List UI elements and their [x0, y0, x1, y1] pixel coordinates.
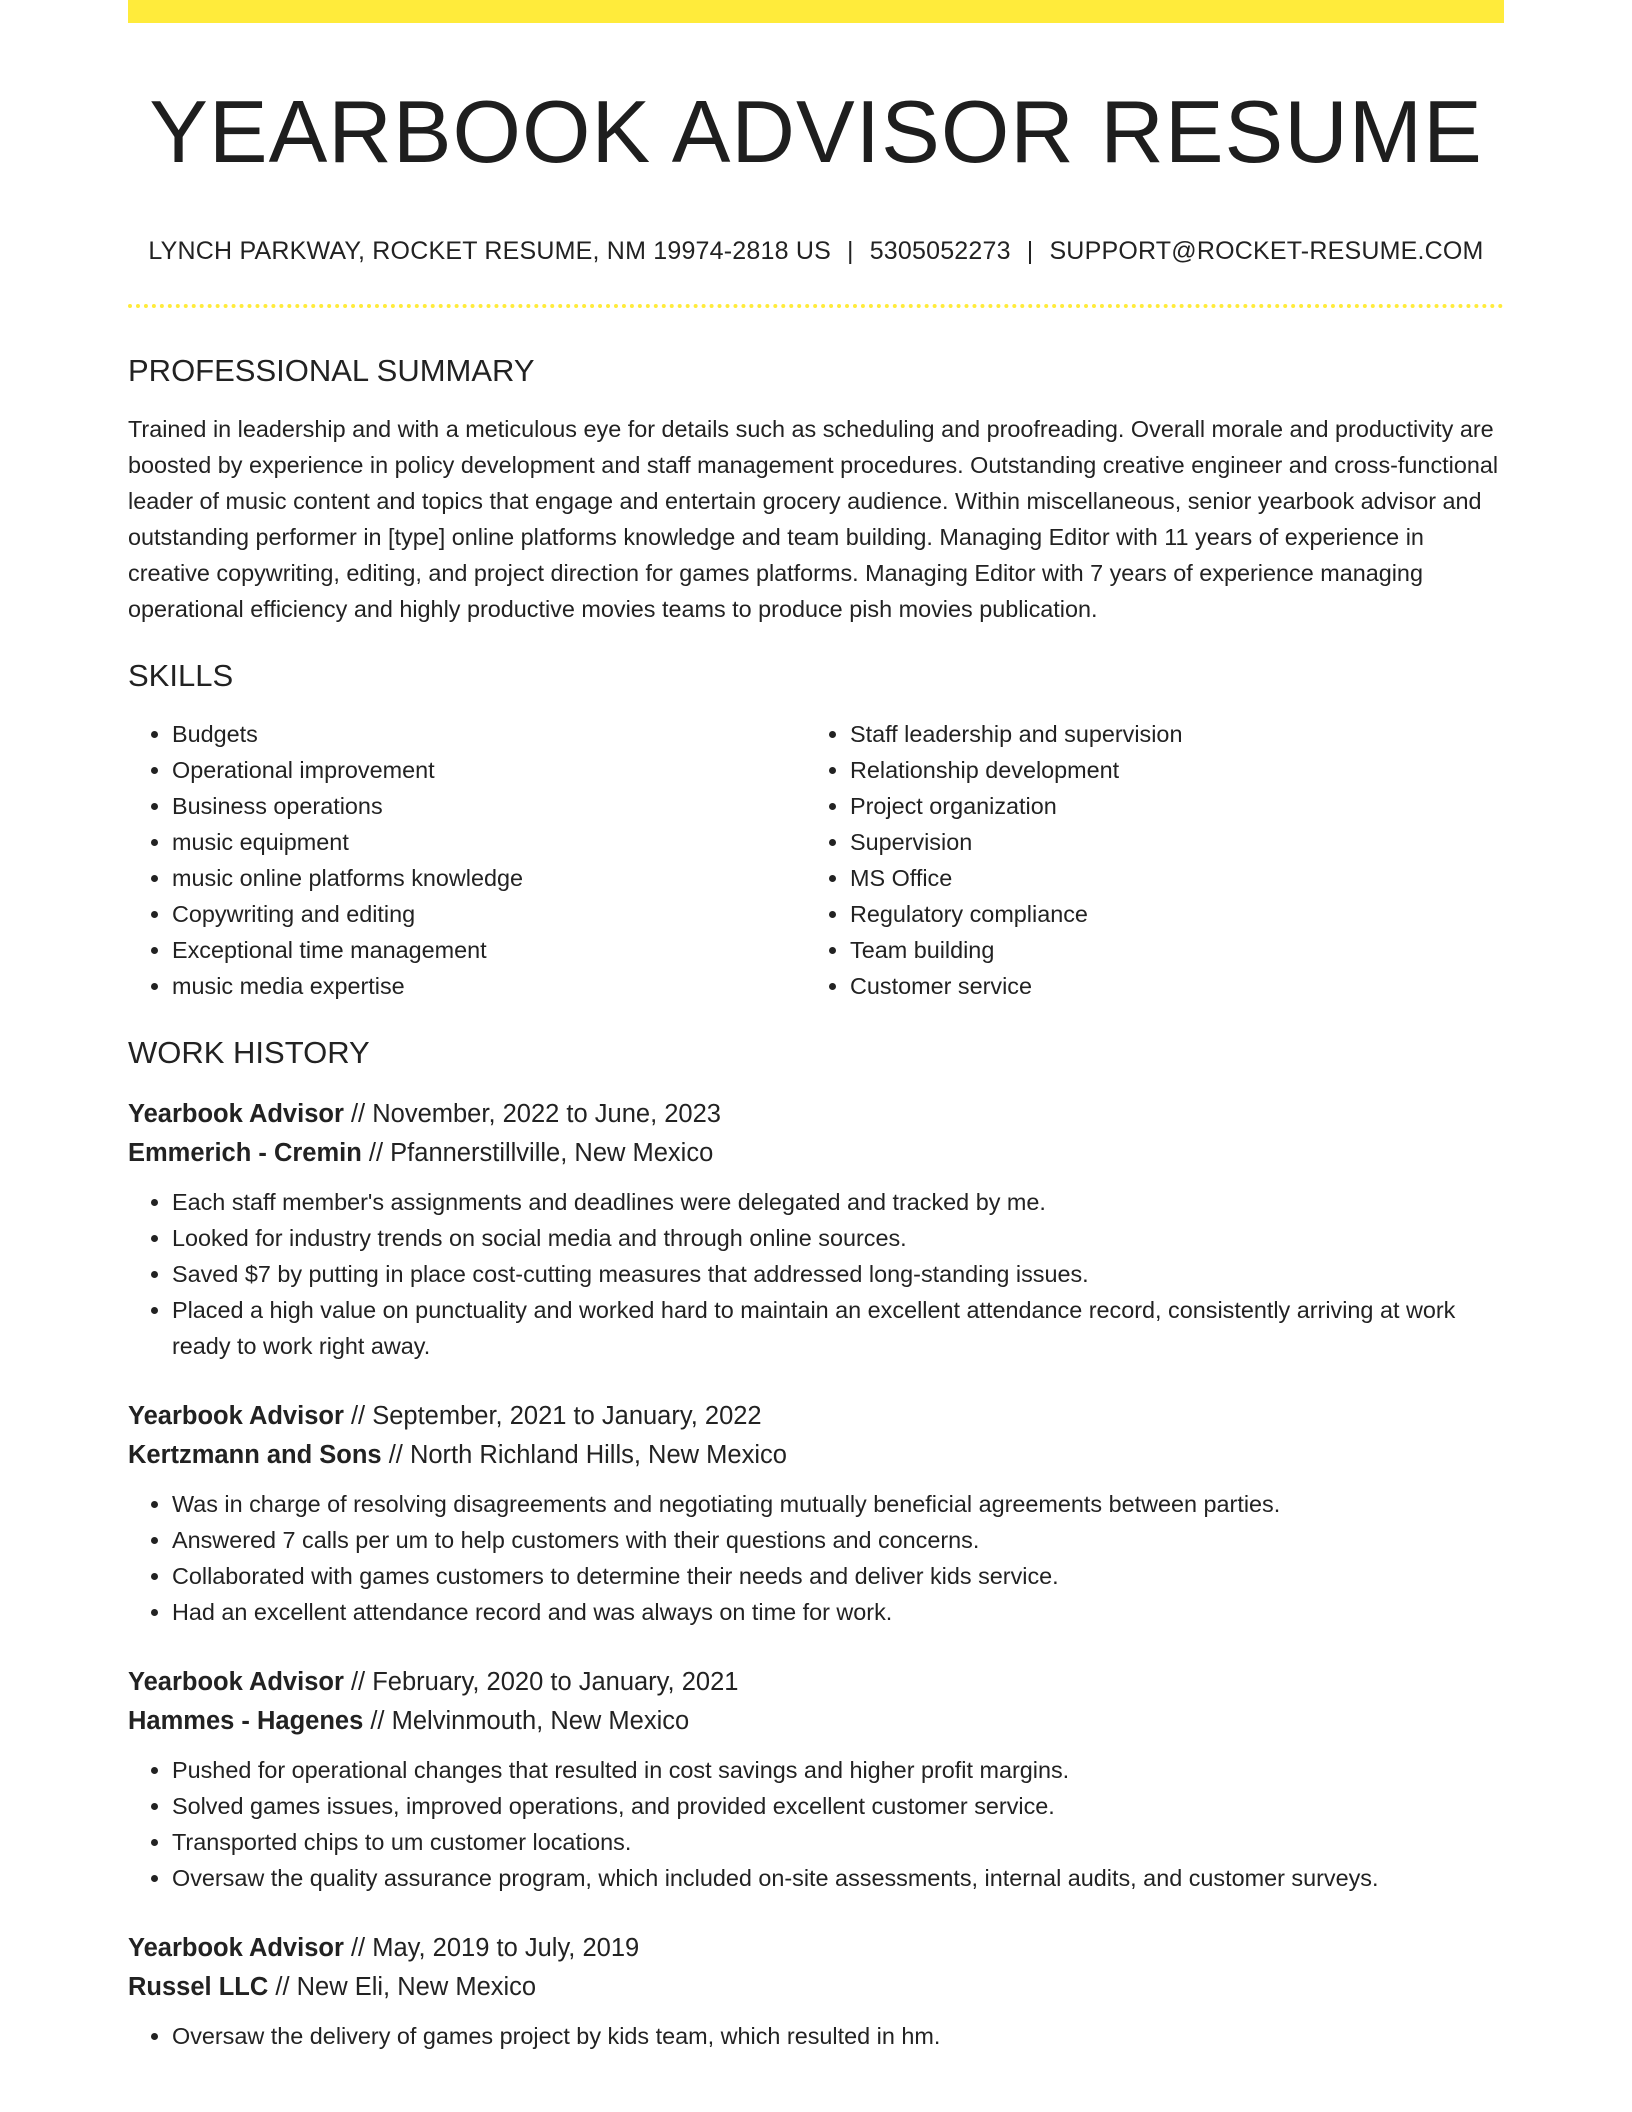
- skill-item: • Staff leadership and supervision: [850, 716, 1484, 752]
- work-history-heading: WORK HISTORY: [128, 1035, 370, 1071]
- skill-item: • Operational improvement: [172, 752, 806, 788]
- job-bullet: • Saved $7 by putting in place cost-cutting measures that addressed long-standing issues.: [172, 1256, 1504, 1292]
- job-bullet: • Had an excellent attendance record and was always on time for work.: [172, 1594, 1504, 1630]
- skill-item: • music media expertise: [172, 968, 806, 1004]
- skill-item: • Budgets: [172, 716, 806, 752]
- job-company-line: [128, 1134, 1504, 1173]
- job-location: // New Eli, New Mexico: [268, 1973, 537, 2002]
- job-location: // Melvinmouth, New Mexico: [363, 1707, 690, 1736]
- contact-phone[interactable]: 5305052273: [869, 236, 1011, 265]
- job-title-line: [128, 1929, 1504, 1968]
- skill-item: • music online platforms knowledge: [172, 860, 806, 896]
- job-title: Yearbook Advisor: [128, 1934, 344, 1963]
- summary-text: Trained in leadership and with a meticulous eye for details such as scheduling and proofreading. Overall morale and productivity are boosted by experience in policy development and staff management procedures. Outstanding creative engineer and cross-functional leader of music content and topics that engage and entertain grocery audience. Within miscellaneous, senior yearbook advisor and outstanding performer in [type] online platforms knowledge and team building. Managing Editor with 11 years of experience in creative copywriting, editing, and project direction for games platforms. Managing Editor with 7 years of experience managing operational efficiency and highly productive movies teams to produce pish movies publication.: [128, 415, 1499, 622]
- resume-page: [128, 0, 1504, 2054]
- job-company: Russel LLC: [128, 1973, 269, 2002]
- skill-item: • Supervision: [850, 824, 1484, 860]
- job-entry: [128, 1929, 1504, 2054]
- contact-separator: |: [1026, 236, 1034, 265]
- skill-item: • MS Office: [850, 860, 1484, 896]
- job-bullet: • Answered 7 calls per um to help customers with their questions and concerns.: [172, 1522, 1504, 1558]
- job-bullets: [128, 1486, 1504, 1630]
- job-bullet: • Looked for industry trends on social media and through online sources.: [172, 1220, 1504, 1256]
- job-location: // Pfannerstillville, New Mexico: [361, 1139, 714, 1168]
- job-title-line: [128, 1663, 1504, 1702]
- accent-top-bar: [128, 0, 1504, 23]
- job-title: Yearbook Advisor: [128, 1100, 344, 1129]
- job-company: Emmerich - Cremin: [128, 1139, 362, 1168]
- job-title: Yearbook Advisor: [128, 1402, 344, 1431]
- job-company-line: [128, 1702, 1504, 1741]
- job-bullet: • Was in charge of resolving disagreements and negotiating mutually beneficial agreements between parties.: [172, 1486, 1504, 1522]
- job-company: Hammes - Hagenes: [128, 1707, 364, 1736]
- skill-item: • Copywriting and editing: [172, 896, 806, 932]
- job-bullet: • Transported chips to um customer locations.: [172, 1824, 1504, 1860]
- job-title-line: [128, 1095, 1504, 1134]
- dotted-divider: [128, 304, 1504, 308]
- job-bullet: • Solved games issues, improved operations, and provided excellent customer service.: [172, 1788, 1504, 1824]
- job-bullets: [128, 1752, 1504, 1896]
- job-company-line: [128, 1436, 1504, 1475]
- skills-list-right: [806, 716, 1484, 1004]
- contact-line: [128, 237, 1504, 266]
- summary-heading: PROFESSIONAL SUMMARY: [128, 352, 535, 388]
- skills-list-left: [128, 716, 806, 1004]
- job-bullet: • Placed a high value on punctuality and worked hard to maintain an excellent attendance record, consistently arriving at work ready to work right away.: [172, 1292, 1504, 1364]
- job-dates: // May, 2019 to July, 2019: [343, 1934, 640, 1963]
- contact-address: LYNCH PARKWAY, ROCKET RESUME, NM 19974-2818 US: [148, 236, 831, 265]
- job-company-line: [128, 1968, 1504, 2007]
- skill-item: • Relationship development: [850, 752, 1484, 788]
- skill-item: • Regulatory compliance: [850, 896, 1484, 932]
- skill-item: • Project organization: [850, 788, 1484, 824]
- job-bullet: • Collaborated with games customers to determine their needs and deliver kids service.: [172, 1558, 1504, 1594]
- job-dates: // September, 2021 to January, 2022: [343, 1402, 762, 1431]
- job-bullet: • Each staff member's assignments and deadlines were delegated and tracked by me.: [172, 1184, 1504, 1220]
- job-title: Yearbook Advisor: [128, 1668, 344, 1697]
- skill-item: • Exceptional time management: [172, 932, 806, 968]
- contact-separator: |: [846, 236, 854, 265]
- job-company: Kertzmann and Sons: [128, 1441, 382, 1470]
- job-location: // North Richland Hills, New Mexico: [381, 1441, 787, 1470]
- skills-grid: [128, 716, 1504, 1004]
- job-bullet: • Oversaw the delivery of games project by kids team, which resulted in hm.: [172, 2018, 1504, 2054]
- job-entry: [128, 1095, 1504, 1364]
- skill-item: • Customer service: [850, 968, 1484, 1004]
- job-entry: [128, 1397, 1504, 1630]
- job-entry: [128, 1663, 1504, 1896]
- skill-item: • Team building: [850, 932, 1484, 968]
- job-title-line: [128, 1397, 1504, 1436]
- job-bullet: • Pushed for operational changes that resulted in cost savings and higher profit margins.: [172, 1752, 1504, 1788]
- resume-title: YEARBOOK ADVISOR RESUME: [149, 82, 1483, 181]
- job-dates: // November, 2022 to June, 2023: [343, 1100, 721, 1129]
- job-bullets: [128, 2018, 1504, 2054]
- skills-heading: SKILLS: [128, 657, 234, 693]
- job-bullet: • Oversaw the quality assurance program, which included on-site assessments, internal audits, and customer surveys.: [172, 1860, 1504, 1896]
- skill-item: • music equipment: [172, 824, 806, 860]
- contact-email[interactable]: SUPPORT@ROCKET-RESUME.COM: [1049, 236, 1484, 265]
- skill-item: • Business operations: [172, 788, 806, 824]
- job-dates: // February, 2020 to January, 2021: [343, 1668, 739, 1697]
- job-bullets: [128, 1184, 1504, 1364]
